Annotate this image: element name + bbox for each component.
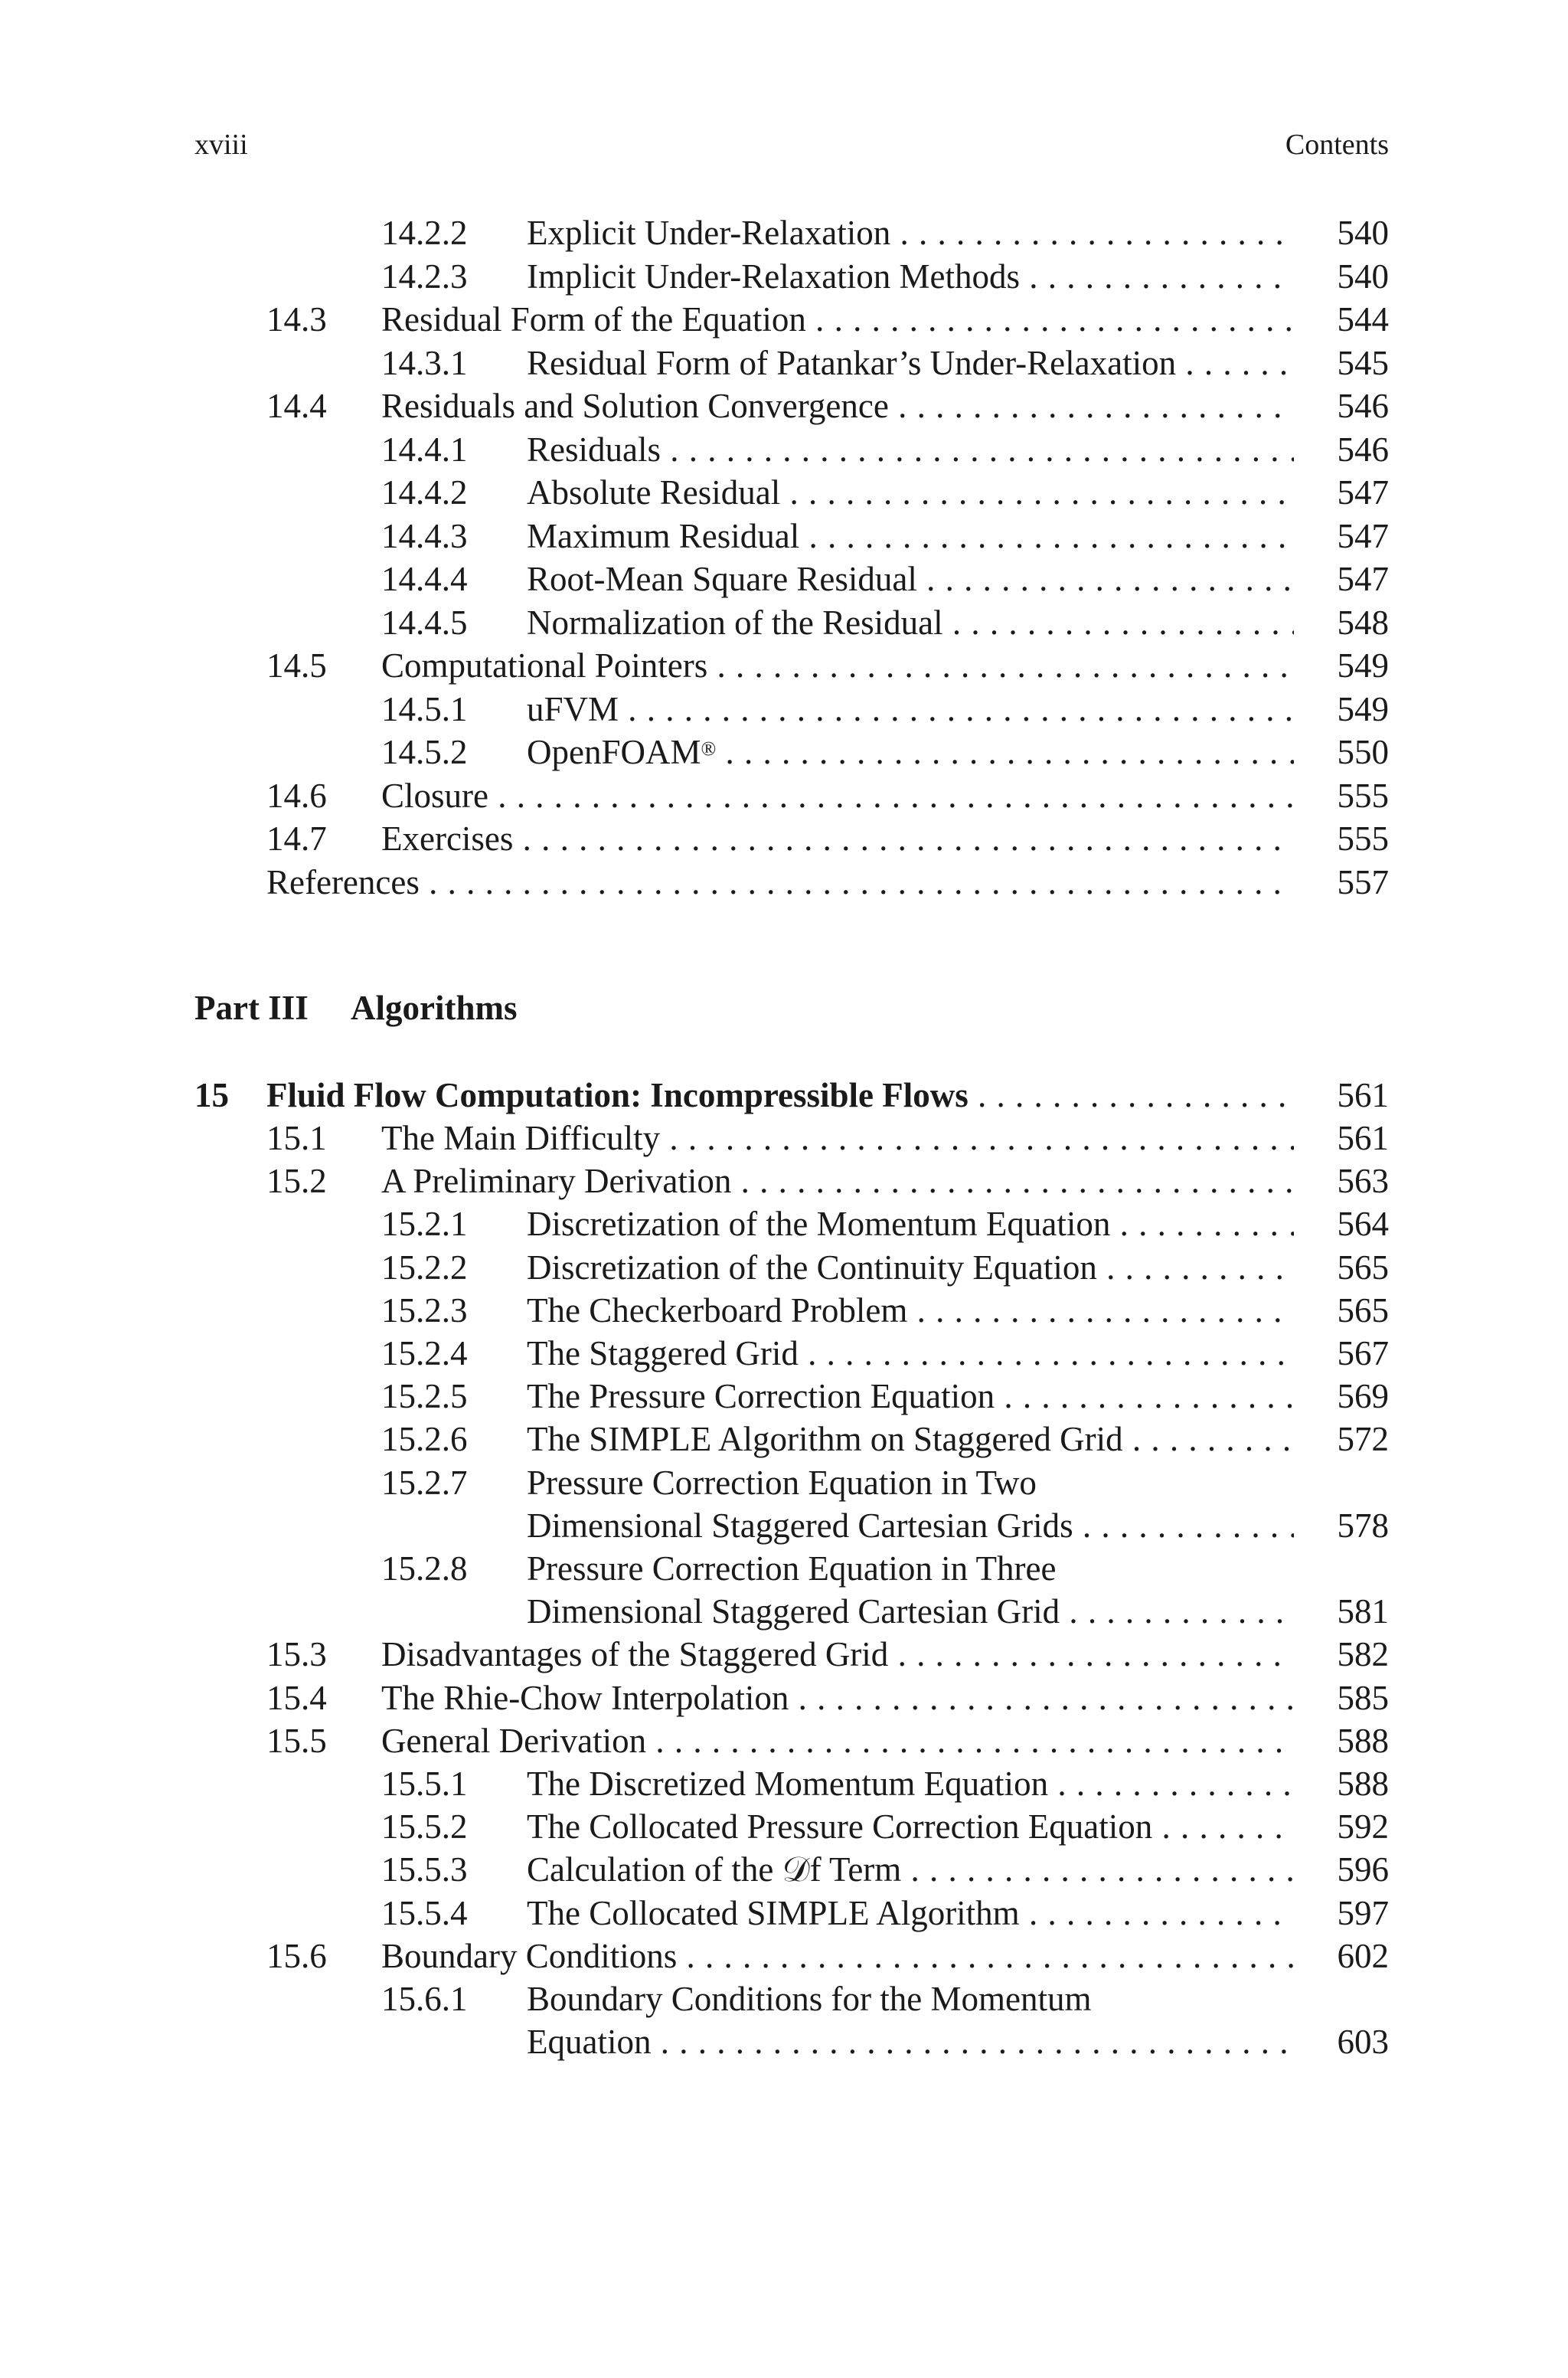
toc-entry-page: 557: [1337, 862, 1389, 901]
toc-entry-title-text: Dimensional Staggered Cartesian Grid: [527, 1592, 1060, 1631]
toc-entry-title-text: The Pressure Correction Equation: [527, 1377, 995, 1416]
toc-entry[interactable]: [381, 601, 1389, 644]
toc-entry-title: [527, 1418, 1294, 1460]
toc-entry-page: 596: [1337, 1850, 1389, 1889]
toc-entry-title: [527, 1590, 1294, 1633]
toc-entry-number: 15.4: [266, 1678, 327, 1717]
toc-entry[interactable]: [381, 1202, 1389, 1245]
toc-entry-number: 15.2.2: [381, 1248, 468, 1287]
toc-entry-title-text: Equation: [527, 2023, 652, 2061]
toc-entry-title-text: Calculation of the 𝒟f Term: [527, 1850, 902, 1889]
toc-entry-title-text: Residual Form of the Equation: [381, 300, 806, 339]
toc-entry-title-text: The Rhie-Chow Interpolation: [381, 1678, 789, 1717]
toc-entry[interactable]: [266, 644, 1389, 687]
toc-entry-page: 603: [1337, 2023, 1389, 2061]
toc-entry-number: 15.3: [266, 1635, 327, 1674]
toc-entry-title-text: A Preliminary Derivation: [381, 1162, 732, 1201]
toc-entry-number: 15.6.1: [381, 1980, 468, 2018]
toc-entry[interactable]: [381, 1892, 1389, 1935]
toc-entry-title: [381, 817, 1294, 860]
toc-entry-number: 15.5.4: [381, 1893, 468, 1932]
toc-entry-continuation[interactable]: [381, 1504, 1389, 1547]
toc-entry[interactable]: [266, 1633, 1389, 1676]
toc-entry-title-text: References: [266, 862, 420, 901]
toc-entry-title-text: Boundary Conditions for the Momentum: [527, 1980, 1092, 2018]
toc-entry-title-text: Boundary Conditions: [381, 1936, 678, 1975]
toc-entry-number: 14.4: [266, 387, 327, 425]
toc-entry-number: 15.2.1: [381, 1205, 468, 1244]
toc-entry-page: 588: [1337, 1721, 1389, 1760]
toc-entry-title-text: Maximum Residual: [527, 516, 800, 555]
toc-entry-number: 15.2.7: [381, 1463, 468, 1502]
toc-entry-title-text: Explicit Under-Relaxation: [527, 214, 891, 252]
toc-entry-page: 581: [1337, 1592, 1389, 1631]
toc-entry[interactable]: [381, 1418, 1389, 1460]
toc-entry-number: 14.4.5: [381, 603, 468, 642]
toc-entry-title-text: The Discretized Momentum Equation: [527, 1765, 1049, 1803]
toc-entry[interactable]: [381, 731, 1389, 774]
toc-entry-title-text: Disadvantages of the Staggered Grid: [381, 1635, 889, 1674]
toc-entry-title: [527, 1805, 1294, 1848]
toc-entry[interactable]: [381, 558, 1389, 600]
toc-entry[interactable]: [266, 817, 1389, 860]
toc-entry-number: 14.4.1: [381, 430, 468, 469]
toc-entry[interactable]: [381, 1848, 1389, 1891]
toc-entry[interactable]: [381, 1289, 1389, 1332]
toc-entry-title-text: Residuals: [527, 430, 661, 469]
toc-entry-page: 540: [1337, 257, 1389, 296]
toc-entry-title-text: Implicit Under-Relaxation Methods: [527, 257, 1020, 296]
toc-entry-title-text: Absolute Residual: [527, 473, 781, 512]
toc-entry-title: [527, 2020, 1294, 2063]
toc-entry-page: 588: [1337, 1765, 1389, 1803]
toc-entry[interactable]: [381, 211, 1389, 254]
toc-entry-title: [527, 1202, 1294, 1245]
toc-entry-title: [381, 1633, 1294, 1676]
toc-entry-title: [381, 644, 1294, 687]
toc-entry-number: 14.6: [266, 776, 327, 815]
toc-entry[interactable]: [381, 1977, 1389, 2020]
toc-entry[interactable]: [266, 384, 1389, 427]
toc-entry-title-text: Dimensional Staggered Cartesian Grids: [527, 1506, 1073, 1545]
toc-entry-number: 14.4.3: [381, 516, 468, 555]
toc-entry-title: [527, 1547, 1294, 1590]
toc-entry-page: 548: [1337, 603, 1389, 642]
toc-entry-title: [527, 1504, 1294, 1547]
toc-entry-page: 547: [1337, 560, 1389, 598]
toc-entry-title: [527, 515, 1294, 558]
registered-mark: ®: [701, 738, 717, 760]
toc-entry-page: 592: [1337, 1807, 1389, 1846]
toc-entry-title-text: Closure: [381, 776, 488, 815]
toc-entry[interactable]: [381, 1332, 1389, 1375]
toc-entry-title: [527, 1246, 1294, 1289]
toc-entry-number: 14.5.1: [381, 689, 468, 728]
toc-entry-title: [527, 255, 1294, 298]
toc-entry-page: 546: [1337, 430, 1389, 469]
toc-entry-number: 15.2.4: [381, 1334, 468, 1372]
toc-entry-continuation[interactable]: [381, 2020, 1389, 2063]
toc-entry-page: 546: [1337, 387, 1389, 425]
toc-entry-page: 585: [1337, 1678, 1389, 1717]
toc-entry-title-text: General Derivation: [381, 1721, 647, 1760]
toc-entry-page: 549: [1337, 646, 1389, 685]
toc-entry-title: [527, 1332, 1294, 1375]
toc-entry-page: 569: [1337, 1377, 1389, 1416]
running-title: Contents: [1285, 129, 1389, 161]
toc-entry-page: 582: [1337, 1635, 1389, 1674]
toc-references-entry[interactable]: [266, 861, 1389, 904]
part-title: Algorithms: [351, 989, 518, 1027]
toc-entry-page: 565: [1337, 1290, 1389, 1330]
toc-entry[interactable]: [266, 1676, 1389, 1719]
toc-entry[interactable]: [381, 255, 1389, 298]
toc-entry[interactable]: [381, 1461, 1389, 1504]
toc-entry-number: 15: [194, 1076, 229, 1114]
toc-entry-title: [266, 861, 1294, 904]
toc-entry-title-text: Pressure Correction Equation in Two: [527, 1463, 1037, 1502]
toc-entry-title-text: Residuals and Solution Convergence: [381, 387, 889, 425]
toc-entry[interactable]: [381, 515, 1389, 558]
toc-entry-continuation[interactable]: [381, 1590, 1389, 1633]
toc-entry-number: 14.4.2: [381, 473, 468, 512]
toc-entry-page: 572: [1337, 1420, 1389, 1459]
toc-entry-title-text: The Collocated Pressure Correction Equation: [527, 1807, 1153, 1846]
toc-entry[interactable]: [266, 1935, 1389, 1977]
toc-entry-title-text: Root-Mean Square Residual: [527, 560, 917, 598]
toc-entry[interactable]: [381, 1805, 1389, 1848]
toc-entry[interactable]: [381, 1246, 1389, 1289]
toc-entry-number: 15.2.8: [381, 1549, 468, 1588]
toc-entry-number: 15.2.5: [381, 1377, 468, 1416]
toc-entry-page: 555: [1337, 819, 1389, 858]
toc-entry-page: 565: [1337, 1248, 1389, 1287]
toc-entry-title: [527, 601, 1294, 644]
toc-entry-number: 14.5.2: [381, 733, 468, 771]
toc-entry-title-text: Normalization of the Residual: [527, 603, 943, 642]
toc-entry-title-text: Discretization of the Momentum Equation: [527, 1205, 1111, 1244]
toc-entry-number: 15.5.3: [381, 1850, 468, 1889]
toc-entry-title: [527, 1289, 1294, 1332]
toc-entry[interactable]: [381, 1375, 1389, 1418]
toc-entry-title: [381, 1117, 1294, 1160]
toc-entry[interactable]: [381, 688, 1389, 731]
toc-entry-page: 540: [1337, 214, 1389, 252]
toc-entry-title: [381, 1160, 1294, 1202]
toc-entry-title: [381, 1719, 1294, 1762]
toc-chapter-entry[interactable]: [194, 1074, 1389, 1117]
toc-entry[interactable]: [381, 342, 1389, 384]
toc-entry-page: 555: [1337, 776, 1389, 815]
toc-entry-number: 15.2: [266, 1162, 327, 1201]
toc-entry-page: 564: [1337, 1205, 1389, 1244]
page-header: [194, 126, 1389, 164]
toc-entry-title-text: Computational Pointers: [381, 646, 708, 685]
toc-entry-title: [527, 428, 1294, 471]
toc-entry-title-text: OpenFOAM: [527, 733, 701, 771]
toc-entry-title: [527, 1375, 1294, 1418]
toc-entry-number: 14.7: [266, 819, 327, 858]
toc-entry-number: 15.1: [266, 1119, 327, 1157]
toc-entry-number: 14.3: [266, 300, 327, 339]
toc-entry-title: [527, 1848, 1294, 1891]
toc-entry-number: 15.6: [266, 1936, 327, 1975]
toc-entry-title: [381, 298, 1294, 341]
toc-entry-title: [527, 1461, 1294, 1504]
toc-entry-page: 547: [1337, 516, 1389, 555]
toc-entry-page: 545: [1337, 343, 1389, 382]
toc-entry-title-text: The SIMPLE Algorithm on Staggered Grid: [527, 1420, 1123, 1459]
toc-entry-title-text: Pressure Correction Equation in Three: [527, 1549, 1057, 1588]
toc-entry-number: 15.5.2: [381, 1807, 468, 1846]
toc-entry[interactable]: [381, 1547, 1389, 1590]
toc-entry-title: [527, 688, 1294, 731]
toc-entry[interactable]: [266, 1117, 1389, 1160]
toc-entry-title-text: The Staggered Grid: [527, 1334, 799, 1372]
toc-entry-number: 14.2.3: [381, 257, 468, 296]
toc-entry-title-text: Discretization of the Continuity Equation: [527, 1248, 1097, 1287]
toc-entry-title: [527, 558, 1294, 600]
toc-entry-title: Fluid Flow Computation: Incompressible Flows . . .: [266, 1074, 1294, 1117]
toc-entry-title: [381, 1676, 1294, 1719]
toc-entry-page: 563: [1337, 1162, 1389, 1201]
toc-entry[interactable]: [381, 428, 1389, 471]
toc-entry[interactable]: [266, 298, 1389, 341]
toc-entry-page: 550: [1337, 733, 1389, 771]
toc-entry-page: 578: [1337, 1506, 1389, 1545]
toc-entry-title: [527, 342, 1294, 384]
toc-entry-number: 14.4.4: [381, 560, 468, 598]
toc-entry[interactable]: [266, 774, 1389, 817]
toc-entry[interactable]: [381, 1762, 1389, 1805]
part-number: Part III: [194, 989, 309, 1027]
toc-entry-title: [381, 774, 1294, 817]
toc-entry-title: [527, 211, 1294, 254]
toc-entry-title-text: The Checkerboard Problem: [527, 1290, 908, 1330]
toc-entry-title: [527, 1977, 1294, 2020]
toc-entry-title-text: The Main Difficulty: [381, 1119, 661, 1157]
toc-entry-number: 15.2.3: [381, 1290, 468, 1330]
toc-entry-title-text: Exercises: [381, 819, 514, 858]
toc-entry-page: 547: [1337, 473, 1389, 512]
toc-entry-page: 561: [1337, 1119, 1389, 1157]
toc-entry-title: [381, 384, 1294, 427]
toc-entry-page: 567: [1337, 1334, 1389, 1372]
toc-entry-title: [381, 1935, 1294, 1977]
toc-entry-number: 14.5: [266, 646, 327, 685]
toc-entry-title-text: Residual Form of Patankar’s Under-Relaxation: [527, 343, 1177, 382]
toc-entry-title: [527, 731, 1294, 774]
toc-entry-number: 14.2.2: [381, 214, 468, 252]
toc-entry-title-text: The Collocated SIMPLE Algorithm: [527, 1893, 1020, 1932]
toc-entry-number: 15.5.1: [381, 1765, 468, 1803]
toc-entry-page: 561: [1337, 1076, 1389, 1114]
toc-entry-title: [527, 1892, 1294, 1935]
toc-entry-title: [527, 1762, 1294, 1805]
toc-entry-title: [527, 471, 1294, 514]
toc-entry-page: 597: [1337, 1893, 1389, 1932]
toc-entry-page: 549: [1337, 689, 1389, 728]
toc-entry[interactable]: [381, 471, 1389, 514]
toc-entry[interactable]: [266, 1160, 1389, 1202]
toc-entry-page: 544: [1337, 300, 1389, 339]
toc-entry-number: 14.3.1: [381, 343, 468, 382]
toc-entry-title-text: uFVM: [527, 689, 619, 728]
toc-entry[interactable]: [266, 1719, 1389, 1762]
toc-entry-page: 602: [1337, 1936, 1389, 1975]
page-number-label: xviii: [194, 129, 248, 161]
toc-entry-number: 15.2.6: [381, 1420, 468, 1459]
toc-entry-number: 15.5: [266, 1721, 327, 1760]
